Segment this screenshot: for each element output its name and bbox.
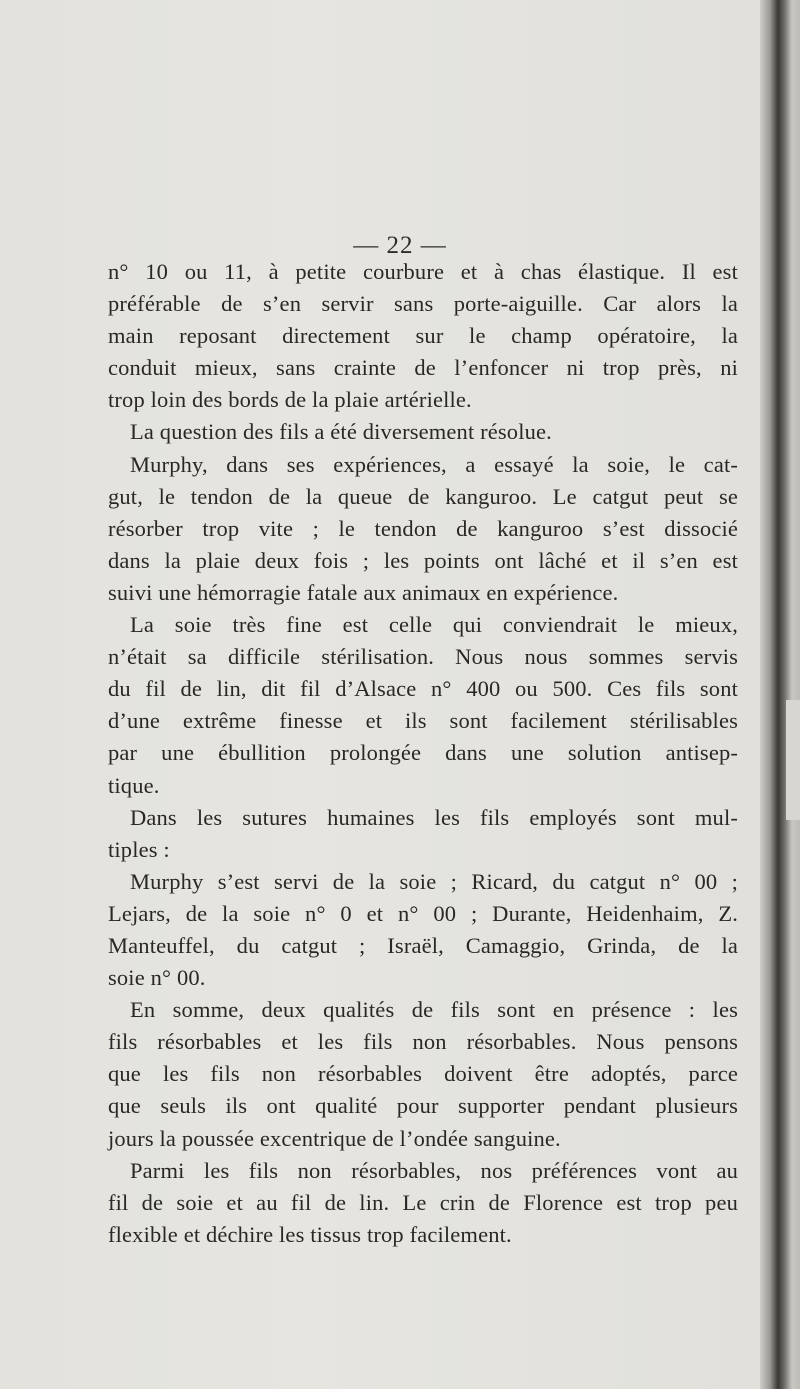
- next-page-edge: [786, 700, 800, 820]
- text-line: d’une extrême finesse et ils sont facilement stérilisables: [108, 708, 738, 734]
- text-line: gut, le tendon de la queue de kanguroo. Le catgut peut se: [108, 483, 738, 509]
- text-line: La soie très fine est celle qui conviendrait le mieux,: [130, 612, 738, 638]
- text-line: que seuls ils ont qualité pour supporter pendant plusieurs: [108, 1093, 738, 1119]
- text-line: En somme, deux qualités de fils sont en présence : les: [130, 997, 738, 1023]
- text-line: conduit mieux, sans crainte de l’enfoncer ni trop près, ni: [108, 355, 738, 381]
- text-line: soie n° 00.: [108, 965, 206, 991]
- text-line: Murphy s’est servi de la soie ; Ricard, du catgut n° 00 ;: [130, 868, 738, 894]
- page-gutter: [760, 0, 800, 1389]
- text-line: flexible et déchire les tissus trop facilement.: [108, 1221, 512, 1247]
- text-line: Lejars, de la soie n° 0 et n° 00 ; Durante, Heidenhaim, Z.: [108, 900, 738, 926]
- page-number: — 22 —: [353, 232, 447, 259]
- text-line: Manteuffel, du catgut ; Israël, Camaggio, Grinda, de la: [108, 932, 738, 958]
- text-line: Parmi les fils non résorbables, nos préférences vont au: [130, 1157, 738, 1183]
- text-line: suivi une hémorragie fatale aux animaux en expérience.: [108, 579, 619, 605]
- text-line: résorber trop vite ; le tendon de kanguroo s’est dissocié: [108, 515, 738, 541]
- text-line: par une ébullition prolongée dans une solution antisep-: [108, 740, 738, 766]
- text-line: La question des fils a été diversement résolue.: [130, 419, 552, 445]
- body-text: [108, 256, 738, 1251]
- text-line: main reposant directement sur le champ opératoire, la: [108, 323, 738, 349]
- text-line: fil de soie et au fil de lin. Le crin de Florence est trop peu: [108, 1189, 738, 1215]
- text-line: tiples :: [108, 836, 170, 862]
- text-line: fils résorbables et les fils non résorbables. Nous pensons: [108, 1029, 738, 1055]
- text-line: n’était sa difficile stérilisation. Nous nous sommes servis: [108, 644, 738, 670]
- text-line: dans la plaie deux fois ; les points ont lâché et il s’en est: [108, 547, 738, 573]
- text-line: Murphy, dans ses expériences, a essayé la soie, le cat-: [130, 451, 738, 477]
- text-line: jours la poussée excentrique de l’ondée sanguine.: [108, 1125, 561, 1151]
- text-line: que les fils non résorbables doivent être adoptés, parce: [108, 1061, 738, 1087]
- text-line: Dans les sutures humaines les fils employés sont mul-: [130, 804, 738, 830]
- text-line: tique.: [108, 772, 160, 798]
- text-line: préférable de s’en servir sans porte-aiguille. Car alors la: [108, 291, 738, 317]
- text-line: du fil de lin, dit fil d’Alsace n° 400 ou 500. Ces fils sont: [108, 676, 738, 702]
- text-line: n° 10 ou 11, à petite courbure et à chas élastique. Il est: [108, 259, 738, 284]
- text-line: trop loin des bords de la plaie artérielle.: [108, 387, 472, 413]
